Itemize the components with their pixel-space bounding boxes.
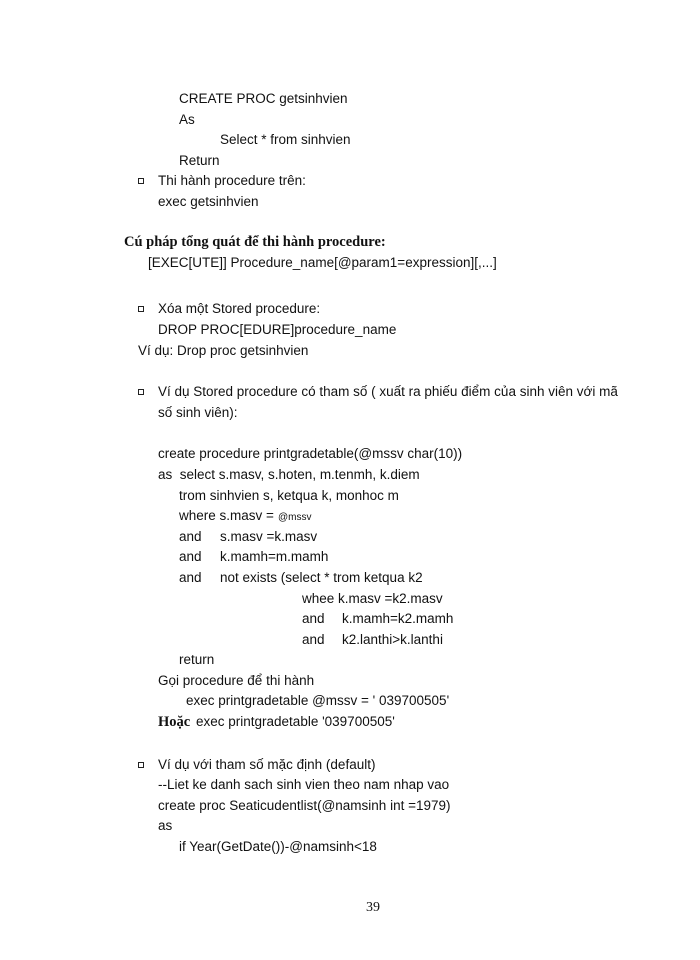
bullet-square-icon <box>138 306 144 312</box>
bullet-square-icon <box>138 762 144 768</box>
code-line: exec printgradetable @mssv = ' 039700505' <box>186 693 450 708</box>
bullet-text: Ví dụ Stored procedure có tham số ( xuất ra phiếu điểm của sinh viên với mã <box>158 384 618 399</box>
code-keyword: and <box>179 549 202 564</box>
code-line: as select s.masv, s.hoten, m.tenmh, k.diem <box>158 467 420 482</box>
code-keyword: and <box>179 529 202 544</box>
code-line: create proc Seaticudentlist(@namsinh int =1979) <box>158 798 451 813</box>
code-line: As <box>179 112 195 127</box>
bullet-text: Thi hành procedure trên: <box>158 173 306 188</box>
page-number: 39 <box>366 900 380 915</box>
code-line: whee k.masv =k2.masv <box>302 591 443 606</box>
code-line: Return <box>179 153 220 168</box>
code-line: DROP PROC[EDURE]procedure_name <box>158 322 397 337</box>
bullet-text: số sinh viên): <box>158 405 238 420</box>
code-line: s.masv =k.masv <box>220 529 318 544</box>
code-keyword: and <box>179 570 202 585</box>
code-line: k2.lanthi>k.lanthi <box>342 632 443 647</box>
code-keyword: and <box>302 611 325 626</box>
code-line: create procedure printgradetable(@mssv char(10)) <box>158 446 463 461</box>
bullet-text: Ví dụ với tham số mặc định (default) <box>158 757 376 772</box>
code-line: not exists (select * trom ketqua k2 <box>220 570 423 585</box>
code-line: Gọi procedure để thi hành <box>158 673 315 688</box>
bullet-text: Xóa một Stored procedure: <box>158 301 321 316</box>
code-line: Select * from sinhvien <box>220 132 351 147</box>
code-line: return <box>179 652 215 667</box>
syntax-line: [EXEC[UTE]] Procedure_name[@param1=expression][,...] <box>148 255 497 270</box>
bullet-square-icon <box>138 178 144 184</box>
code-line: exec getsinhvien <box>158 194 259 209</box>
code-line: --Liet ke danh sach sinh vien theo nam nhap vao <box>158 777 450 792</box>
code-keyword: and <box>302 632 325 647</box>
code-line: trom sinhvien s, ketqua k, monhoc m <box>179 488 399 503</box>
code-line: k.mamh=m.mamh <box>220 549 329 564</box>
hoac-label: Hoặc <box>158 714 191 730</box>
bullet-square-icon <box>138 389 144 395</box>
example-line: Ví dụ: Drop proc getsinhvien <box>138 343 309 358</box>
code-line: as <box>158 818 173 833</box>
code-line: k.mamh=k2.mamh <box>342 611 454 626</box>
code-param: @mssv <box>278 512 312 523</box>
syntax-heading: Cú pháp tổng quát để thi hành procedure: <box>124 234 386 250</box>
code-line: if Year(GetDate())-@namsinh<18 <box>179 839 377 854</box>
code-line: exec printgradetable '039700505' <box>196 714 395 729</box>
code-line: CREATE PROC getsinhvien <box>179 91 348 106</box>
code-line: where s.masv = <box>179 508 274 523</box>
